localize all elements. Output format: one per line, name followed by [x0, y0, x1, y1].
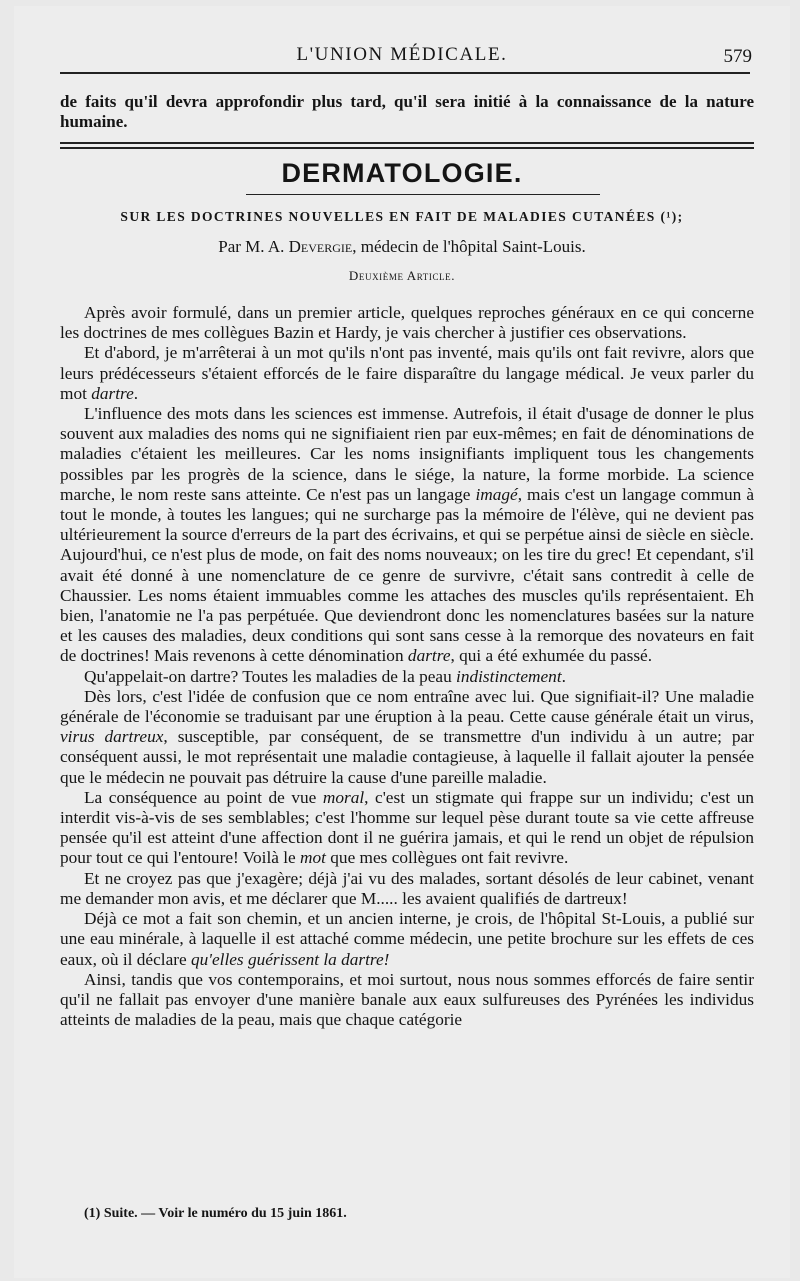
- paragraph: Dès lors, c'est l'idée de confusion que ce nom entraîne avec lui. Que signifiait-il? Une maladie générale de l'économie se traduisant par une éruption à la peau. Cette cause générale était un virus, virus dartreux, susceptible, par conséquent, de se transmettre d'un individu à un autre; par conséquent aussi, le mot représentait une maladie contagieuse, à laquelle il fallait ajouter la pensée que le médecin ne pouvait pas détruire la cause d'une pareille maladie.: [60, 686, 754, 787]
- paragraph: Après avoir formulé, dans un premier article, quelques reproches généraux en ce qui concerne les doctrines de mes collègues Bazin et Hardy, je vais chercher à justifier ces observations.: [60, 303, 754, 343]
- byline-suffix: , médecin de l'hôpital Saint-Louis.: [352, 237, 586, 256]
- byline: [14, 237, 790, 257]
- journal-page: [14, 6, 790, 1278]
- article-body: [60, 303, 754, 1030]
- lead-text: de faits qu'il devra approfondir plus tard, qu'il sera initié à la connaissance de la nature humaine.: [60, 92, 754, 131]
- page-header: [14, 44, 790, 68]
- paragraph: La conséquence au point de vue moral, c'est un stigmate qui frappe sur un individu; c'est un interdit vis-à-vis de ses semblables; c'est l'homme sur lequel pèse durant toute sa vie cette affreuse pensée qu'il est atteint d'une affection dont il ne guérira jamais, et qui le rend un objet de répulsion pour tout ce qui l'entoure! Voilà le mot que mes collègues ont fait revivre.: [60, 787, 754, 868]
- paragraph: Qu'appelait-on dartre? Toutes les maladies de la peau indistinctement.: [84, 666, 566, 686]
- header-rule: [60, 72, 750, 74]
- page-number: 579: [723, 46, 752, 67]
- paragraph: L'influence des mots dans les sciences est immense. Autrefois, il était d'usage de donner le plus souvent aux maladies des noms qui ne signifiaient rien par eux-mêmes; en fait de dénominations de maladies c'étaient les meilleures. Car les noms insignifiants impliquent tous les changements possibles par les progrès de la science, dans le siége, la nature, la forme morbide. La science marche, le nom reste sans atteinte. Ce n'est pas un langage imagé, mais c'est un langage commun à tout le monde, à toutes les langues; qui ne surcharge pas la mémoire de l'élève, qui ne devient pas ultérieurement la source d'erreurs de la part des écrivains, et qui se perpétue ainsi de siècle en siècle. Aujourd'hui, ce n'est plus de mode, on fait des noms nouveaux; on les tire du grec! Et cependant, s'il avait été donné à une nomenclature de ce genre de survivre, c'était sans contredit à celle de Chaussier. Les noms étaient immuables comme les attaches des muscles qu'ils représentaient. Eh bien, l'anatomie ne l'a pas perpétuée. Que deviendront donc les nomenclatures basées sur la nature et les causes des maladies, deux conditions qui sont sans cesse à la remorque des novateurs en fait de doctrines! Mais revenons à cette dénomination dartre, qui a été exhumée du passé.: [60, 404, 754, 666]
- footnote: (1) Suite. — Voir le numéro du 15 juin 1861.: [84, 1206, 347, 1221]
- paragraph: Déjà ce mot a fait son chemin, et un ancien interne, je crois, de l'hôpital St-Louis, a publié sur une eau minérale, à laquelle il est attaché comme médecin, une petite brochure sur les effets de ces eaux, où il déclare qu'elles guérissent la dartre!: [60, 909, 754, 969]
- byline-author: Devergie: [288, 237, 353, 256]
- article-subtitle: SUR LES DOCTRINES NOUVELLES EN FAIT DE MALADIES CUTANÉES (¹);: [120, 209, 684, 224]
- paragraph: Et ne croyez pas que j'exagère; déjà j'ai vu des malades, sortant désolés de leur cabinet, venant me demander mon avis, et me déclarer que M..... les avaient qualifiés de dartreux!: [60, 868, 754, 908]
- article-number: Deuxième Article.: [348, 268, 456, 283]
- section-title: DERMATOLOGIE.: [281, 158, 523, 188]
- paragraph: Ainsi, tandis que vos contemporains, et moi surtout, nous nous sommes efforcés de faire sentir qu'il ne fallait pas envoyer d'une manière banale aux eaux sulfureuses des Pyrénées les individus atteints de maladies de la peau, mais que chaque catégorie: [60, 969, 754, 1030]
- byline-prefix: Par M. A.: [218, 237, 285, 256]
- paragraph: Et d'abord, je m'arrêterai à un mot qu'ils n'ont pas inventé, mais qu'ils ont fait revivre, alors que leurs prédécesseurs s'étaient efforcés de le faire disparaître du langage médical. Je veux parler du mot dartre.: [60, 343, 754, 403]
- section-separator: [60, 142, 754, 149]
- running-title: L'UNION MÉDICALE.: [296, 44, 508, 65]
- section-underline: [246, 194, 600, 195]
